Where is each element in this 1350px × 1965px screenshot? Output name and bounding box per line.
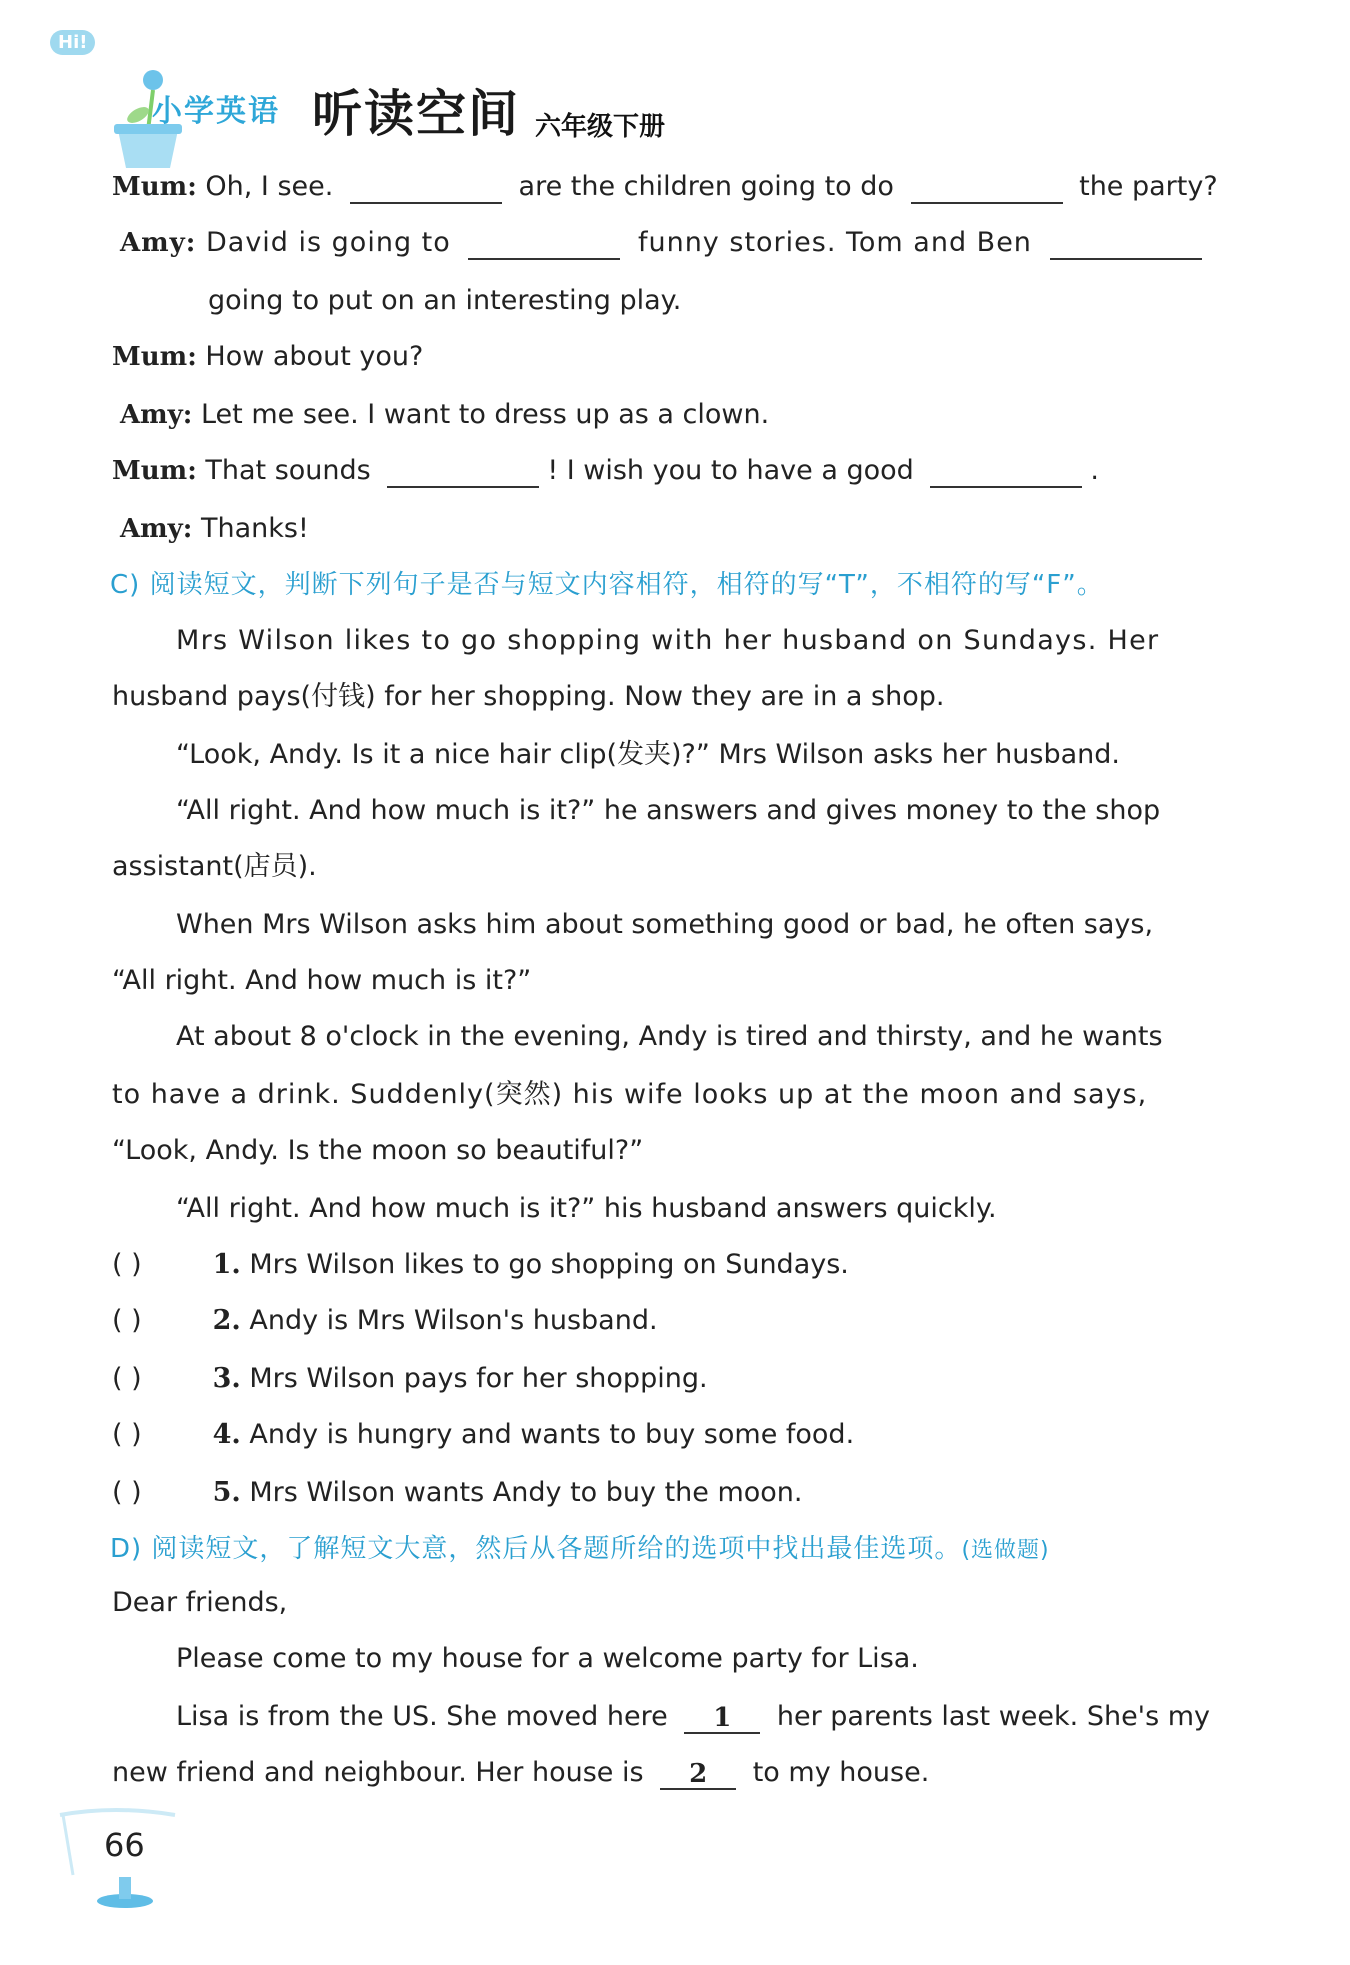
hi-bubble: Hi! (50, 30, 95, 55)
answer-paren[interactable]: ( ) (112, 1477, 142, 1508)
dialogue-line-4: Amy: Let me see. I want to dress up as a clown. (120, 399, 770, 430)
answer-blank[interactable] (350, 174, 502, 204)
numbered-blank[interactable]: 2 (660, 1760, 736, 1790)
grade-label: 六年级下册 (535, 112, 666, 142)
passage-line: “All right. And how much is it?” (112, 965, 532, 996)
numbered-blank[interactable]: 1 (684, 1704, 760, 1734)
answer-blank[interactable] (387, 458, 539, 488)
passage-line: At about 8 o'clock in the evening, Andy is tired and thirsty, and he wants (176, 1021, 1163, 1052)
answer-blank[interactable] (930, 458, 1082, 488)
dialogue-line-1: Mum: Oh, I see. are the children going to do the party? (112, 171, 1218, 202)
section-d-instruction: D) 阅读短文，了解短文大意，然后从各题所给的选项中找出最佳选项。(选做题) (110, 1534, 1050, 1564)
passage-line: husband pays(付钱) for her shopping. Now they are in a shop. (112, 681, 945, 712)
dialogue-line-5: Mum: That sounds ! I wish you to have a good . (112, 455, 1099, 486)
question-1: ( ) 1. Mrs Wilson likes to go shopping on Sundays. (112, 1249, 849, 1280)
answer-paren[interactable]: ( ) (112, 1305, 142, 1336)
header (40, 30, 740, 160)
answer-paren[interactable]: ( ) (112, 1363, 142, 1394)
passage-line: When Mrs Wilson asks him about something good or bad, he often says, (176, 909, 1154, 940)
answer-paren[interactable]: ( ) (112, 1249, 142, 1280)
answer-blank[interactable] (1050, 230, 1202, 260)
question-4: ( ) 4. Andy is hungry and wants to buy some food. (112, 1419, 855, 1450)
question-3: ( ) 3. Mrs Wilson pays for her shopping. (112, 1363, 708, 1394)
answer-blank[interactable] (911, 174, 1063, 204)
letter-line: Lisa is from the US. She moved here 1 her parents last week. She's my (176, 1701, 1211, 1733)
series-title: 小学英语 (152, 94, 280, 129)
brand-title: 听读空间 (312, 84, 520, 143)
page-number: 66 (104, 1826, 145, 1864)
passage-line: “All right. And how much is it?” he answers and gives money to the shop (176, 795, 1161, 826)
passage-line: “Look, Andy. Is it a nice hair clip(发夹)?” Mrs Wilson asks her husband. (176, 739, 1120, 770)
question-2: ( ) 2. Andy is Mrs Wilson's husband. (112, 1305, 658, 1336)
passage-line: “All right. And how much is it?” his husband answers quickly. (176, 1193, 997, 1224)
letter-greeting: Dear friends, (112, 1587, 288, 1618)
question-5: ( ) 5. Mrs Wilson wants Andy to buy the moon. (112, 1477, 803, 1508)
answer-paren[interactable]: ( ) (112, 1419, 142, 1450)
passage-line: to have a drink. Suddenly(突然) his wife looks up at the moon and says, (112, 1079, 1148, 1110)
passage-line: “Look, Andy. Is the moon so beautiful?” (112, 1135, 644, 1166)
answer-blank[interactable] (468, 230, 620, 260)
letter-line: Please come to my house for a welcome party for Lisa. (176, 1643, 919, 1674)
passage-line: assistant(店员). (112, 851, 317, 882)
dialogue-line-2: Amy: David is going to funny stories. Tom and Ben (120, 226, 1210, 260)
passage-line: Mrs Wilson likes to go shopping with her husband on Sundays. Her (176, 625, 1160, 656)
dialogue-line-2-cont: going to put on an interesting play. (208, 285, 682, 316)
dialogue-line-6: Amy: Thanks! (120, 513, 309, 544)
letter-line: new friend and neighbour. Her house is 2 to my house. (112, 1757, 930, 1789)
dialogue-line-3: Mum: How about you? (112, 341, 424, 372)
section-c-instruction: C) 阅读短文，判断下列句子是否与短文内容相符，相符的写“T”，不相符的写“F”。 (110, 570, 1104, 600)
